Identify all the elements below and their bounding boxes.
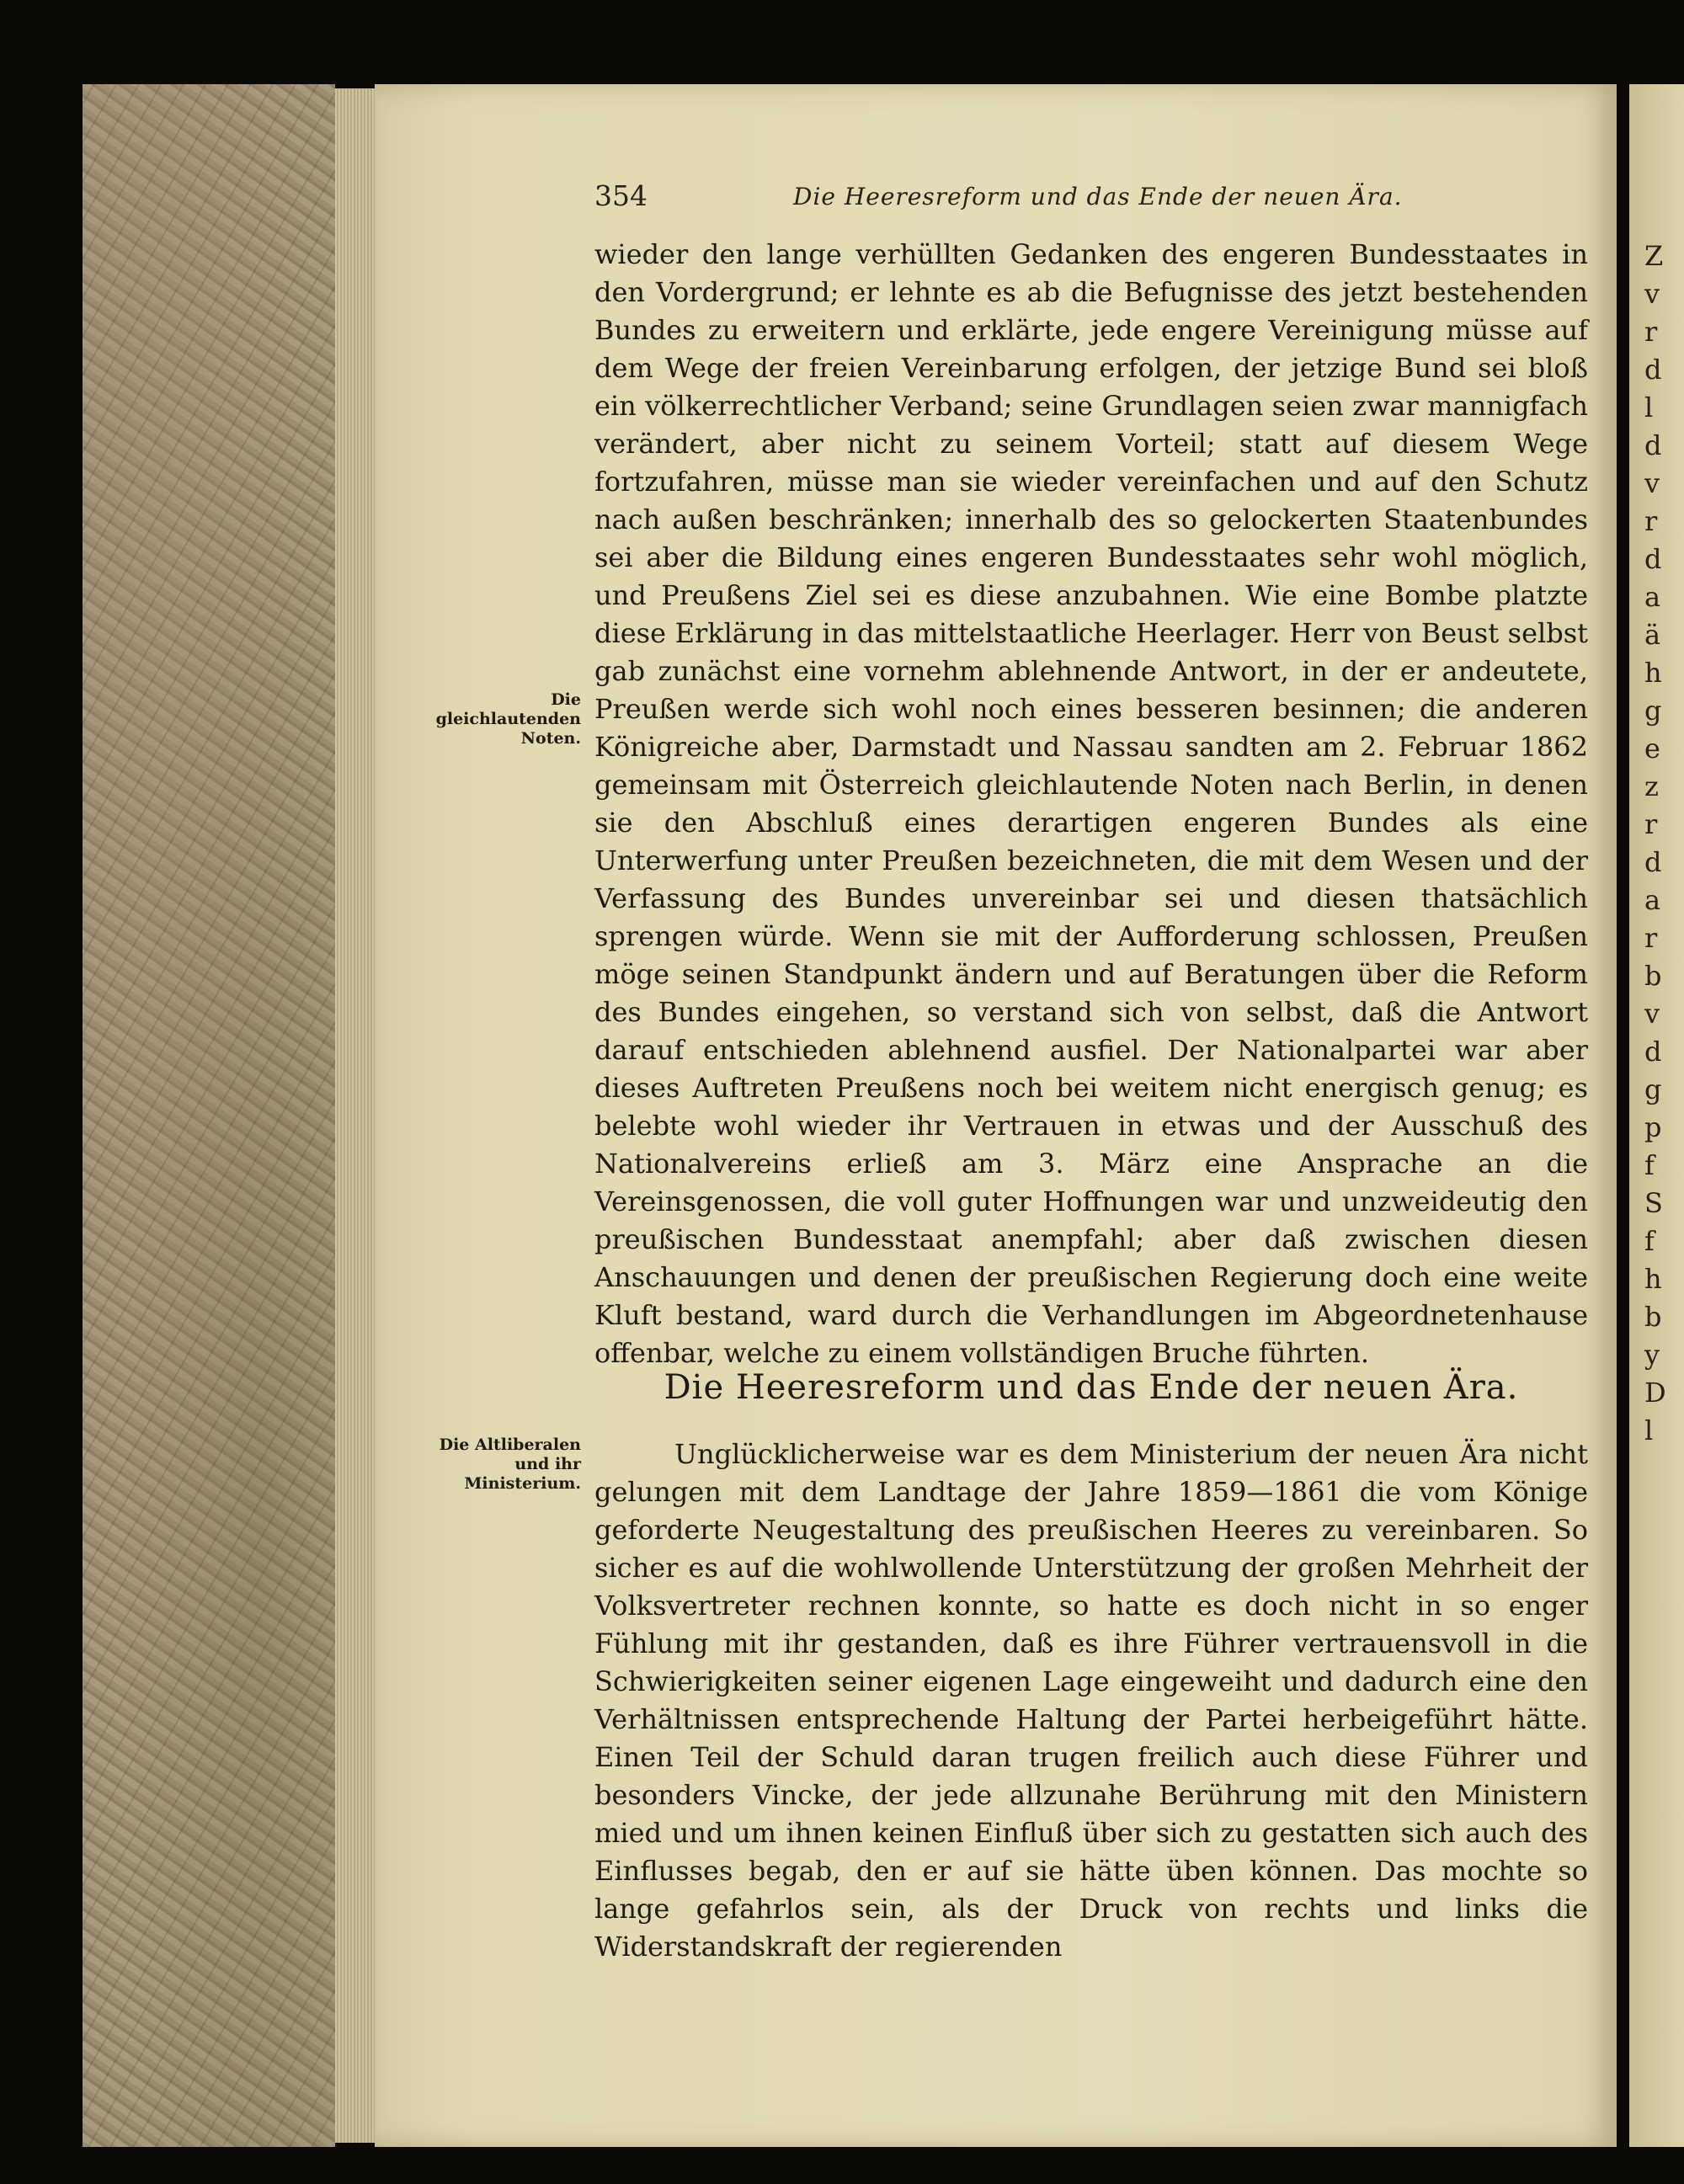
next-page-glyph: r [1644, 922, 1658, 954]
next-page-glyph: v [1644, 278, 1660, 310]
next-page-glyph: S [1644, 1187, 1663, 1219]
next-page-glyph: v [1644, 998, 1660, 1030]
next-page-glyph: f [1644, 1149, 1655, 1181]
next-page-glyph: b [1644, 1301, 1662, 1333]
next-page-glyph: d [1644, 354, 1662, 386]
next-page-glyph: e [1644, 732, 1660, 764]
next-page-glyph: f [1644, 1225, 1655, 1257]
next-page-glyph: a [1644, 884, 1661, 916]
next-page-glyph: g [1644, 695, 1662, 727]
next-page-glyph: h [1644, 1263, 1662, 1295]
next-page-glyph: b [1644, 960, 1662, 992]
running-title: Die Heeresreform und das Ende der neuen Ära. [793, 183, 1403, 210]
next-page-glyph: l [1644, 392, 1654, 423]
section-heading: Die Heeresreform und das Ende der neuen Ära. [663, 1368, 1519, 1407]
next-page-glyph: D [1644, 1377, 1666, 1409]
next-page-glyph: r [1644, 505, 1658, 537]
margin-note-noten: Die gleichlautenden Noten. [435, 690, 581, 748]
paragraph-2: Unglücklicherweise war es dem Ministerium der neuen Ära nicht gelungen mit dem Landtage der Jahre 1859—1861 die vom Könige geforderte Neugestaltung des preußischen Heeres zu vereinbaren. So sicher es auf die wohlwollende Unterstützung der großen Mehrheit der Volksvertreter rechnen konnte, so hatte es doch nicht in so enger Fühlung mit ihr gestanden, daß es ihre Führer vertrauensvoll in die Schwierigkeiten seiner eigenen Lage eingeweiht und dadurch eine den Verhältnissen entsprechende Haltung der Partei herbeigeführt hätte. Einen Teil der Schuld daran trugen freilich auch diese Führer und besonders Vincke, der jede allzunahe Berührung mit den Ministern mied und um ihnen keinen Einfluß über sich zu gestatten sich auch des Einflusses begab, den er auf sie hätte üben können. Das mochte so lange gefahrlos sein, als der Druck von rechts und links die Widerstandskraft der regierenden [594, 1438, 1588, 1963]
next-page-glyph: y [1644, 1339, 1660, 1371]
next-page-glyph: r [1644, 316, 1658, 348]
next-page-glyph: l [1644, 1414, 1654, 1446]
next-page-glyph: Z [1644, 240, 1664, 272]
next-page-glyph: p [1644, 1111, 1662, 1143]
next-page-glyph: z [1644, 770, 1659, 802]
margin-note-altliberalen: Die Altliberalen und ihr Ministerium. [439, 1436, 581, 1493]
next-page-edge [1629, 84, 1684, 2147]
paragraph-1: wieder den lange verhüllten Gedanken des engeren Bundesstaates in den Vordergrund; er lehnte es ab die Befugnisse des jetzt bestehenden Bundes zu erweitern und erklärte, jede engere Vereinigung müsse auf dem Wege der freien Vereinbarung erfolgen, der jetzige Bund sei bloß ein völkerrechtlicher Verband; seine Grundlagen seien zwar mannigfach verändert, aber nicht zu seinem Vorteil; statt auf diesem Wege fortzufahren, müsse man sie wieder vereinfachen und auf den Schutz nach außen beschränken; innerhalb des so gelockerten Staatenbundes sei aber die Bildung eines engeren Bundesstaates sehr wohl möglich, und Preußens Ziel sei es diese anzubahnen. Wie eine Bombe platzte diese Erklärung in das mittelstaatliche Heerlager. Herr von Beust selbst gab zunächst eine vornehm ablehnende Antwort, in der er andeutete, Preußen werde sich wohl noch eines besseren besinnen; die anderen Königreiche aber, Darmstadt und Nassau sandten am 2. Februar 1862 gemeinsam mit Österreich gleichlautende Noten nach Berlin, in denen sie den Abschluß eines derartigen engeren Bundes als eine Unterwerfung unter Preußen bezeichneten, die mit dem Wesen und der Verfassung des Bundes unvereinbar sei und diesen thatsächlich sprengen würde. Wenn sie mit der Aufforderung schlossen, Preußen möge seinen Standpunkt ändern und auf Beratungen über die Reform des Bundes eingehen, so verstand sich von selbst, daß die Antwort darauf entschieden ablehnend ausfiel. Der Nationalpartei war aber dieses Auftreten Preußens noch bei weitem nicht energisch genug; es belebte wohl wieder ihr Vertrauen in etwas und der Ausschuß des Nationalvereins erließ am 3. März eine Ansprache an die Vereinsgenossen, die voll guter Hoffnungen war und unzweideutig den preußischen Bundesstaat anempfahl; aber daß zwischen diesen Anschauungen und denen der preußischen Regierung doch eine weite Kluft bestand, ward durch die Verhandlungen im Abgeordnetenhause offenbar, welche zu einem vollständigen Bruche führten. [594, 238, 1588, 1369]
next-page-glyph: v [1644, 467, 1660, 499]
running-head [594, 179, 1588, 221]
next-page-glyph: r [1644, 808, 1658, 840]
next-page-glyph: h [1644, 657, 1662, 689]
page-number: 354 [594, 179, 647, 212]
next-page-glyph: d [1644, 1036, 1662, 1068]
next-page-glyph: ä [1644, 619, 1661, 651]
next-page-glyph: d [1644, 429, 1662, 461]
next-page-glyph: g [1644, 1073, 1662, 1105]
next-page-glyph: a [1644, 581, 1661, 613]
next-page-glyph: d [1644, 543, 1662, 575]
page-block-edges [335, 88, 377, 2143]
next-page-glyph: d [1644, 846, 1662, 878]
marbled-book-cover [83, 84, 335, 2147]
